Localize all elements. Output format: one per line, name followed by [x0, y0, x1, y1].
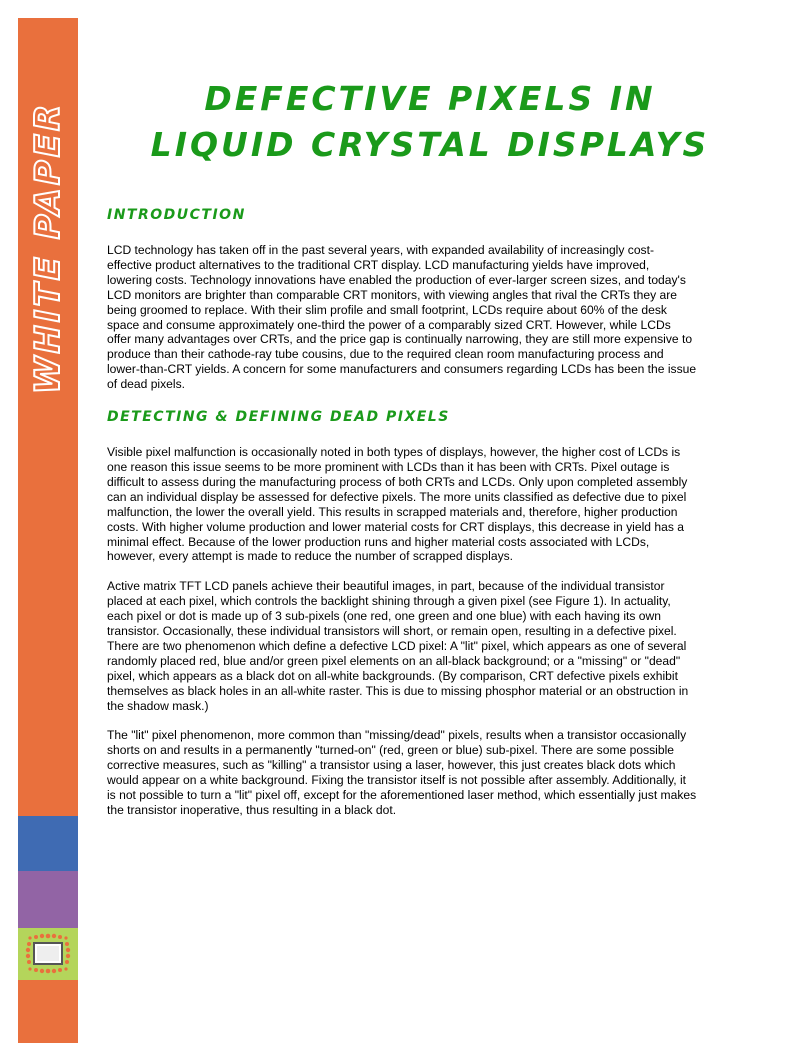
paragraph: Active matrix TFT LCD panels achieve their beautiful images, in part, because of the individual transistor placed at each pixel, which controls the backlight shining through a given pixel (see Figure 1). In actuality, each pixel or dot is made up of 3 sub-pixels (one red, one green and one blue) with each having its own transistor. Occasionally, these individual transistors will short, or remain open, resulting in a defective pixel. There are two phenomenon which define a defective LCD pixel: A "lit" pixel, which appears as one of several randomly placed red, blue and/or green pixel elements on an all-black background; or a "missing" or "dead" pixel, which appears as a black dot on all-white backgrounds. (By comparison, CRT defective pixels exhibit themselves as black holes in an all-white raster. This is due to missing phosphor material or an obstruction in the shadow mask.) — [107, 579, 689, 713]
paragraph: The "lit" pixel phenomenon, more common than "missing/dead" pixels, results when a transistor occasionally shorts on and results in a permanently "turned-on" (red, green or blue) sub-pixel. There are some possible corrective measures, such as "killing" a transistor using a laser, however, this just creates black dots which would appear on a white background. Fixing the transistor itself is not possible after assembly. Additionally, it is not possible to turn a "lit" pixel off, except for the aforementioned laser method, which essentially just makes the transistor inoperative, thus resulting in a black dot. — [107, 728, 697, 817]
title-line-2: LIQUID CRYSTAL DISPLAYS — [150, 125, 710, 164]
monitor-icon — [24, 932, 72, 976]
sidebar-purple-band — [18, 871, 78, 928]
section-heading: DETECTING & DEFINING DEAD PIXELS — [107, 409, 450, 426]
page-title — [100, 76, 760, 168]
sidebar-label-wrap — [26, 98, 70, 398]
document-body — [107, 205, 697, 833]
paragraph: Visible pixel malfunction is occasionally noted in both types of displays, however, the higher cost of LCDs is one reason this issue seems to be more prominent with LCDs than it has been with CRTs. Pixel outage is difficult to assess during the manufacturing process of both CRTs and LCDs. Only upon completed assembly can an individual display be assessed for defective pixels. The more units classified as defective due to pixel malfunction, the lower the overall yield. This results in scrapped materials and, therefore, higher production costs. With higher volume production and lower material costs for CRT displays, this decrease in yield has a minimal effect. Because of the lower production runs and higher material costs associated with LCDs, however, every attempt is made to reduce the number of scrapped displays. — [107, 445, 688, 564]
sidebar-orange-footer — [18, 980, 78, 1043]
sidebar-orange-band — [18, 18, 78, 816]
sidebar-label: WHITE PAPER — [28, 101, 68, 395]
sidebar — [18, 18, 78, 1043]
paragraph: LCD technology has taken off in the past several years, with expanded availability of increasingly cost-effective product alternatives to the traditional CRT display. LCD manufacturing yields have improved, lowering costs. Technology innovations have enabled the production of ever-larger screen sizes, and today's LCD monitors are brighter than comparable CRT monitors, with viewing angles that rival the CRTs they are being groomed to replace. With their slim profile and small footprint, LCDs require about 60% of the desk space and consume approximately one-third the power of a comparably sized CRT. However, while LCDs offer many advantages over CRTs, and the price gap is continually narrowing, they are still more expensive to produce than their cathode-ray tube cousins, due to the required clean room manufacturing process and lower-than-CRT yields. A concern for some manufacturers and consumers regarding LCDs has been the issue of dead pixels. — [107, 243, 697, 392]
section-detecting-defining — [107, 407, 697, 818]
section-heading: INTRODUCTION — [107, 207, 246, 223]
sidebar-blue-band — [18, 816, 78, 871]
sidebar-green-band — [18, 928, 78, 980]
title-line-1: DEFECTIVE PIXELS IN — [204, 79, 656, 118]
section-introduction — [107, 205, 697, 392]
